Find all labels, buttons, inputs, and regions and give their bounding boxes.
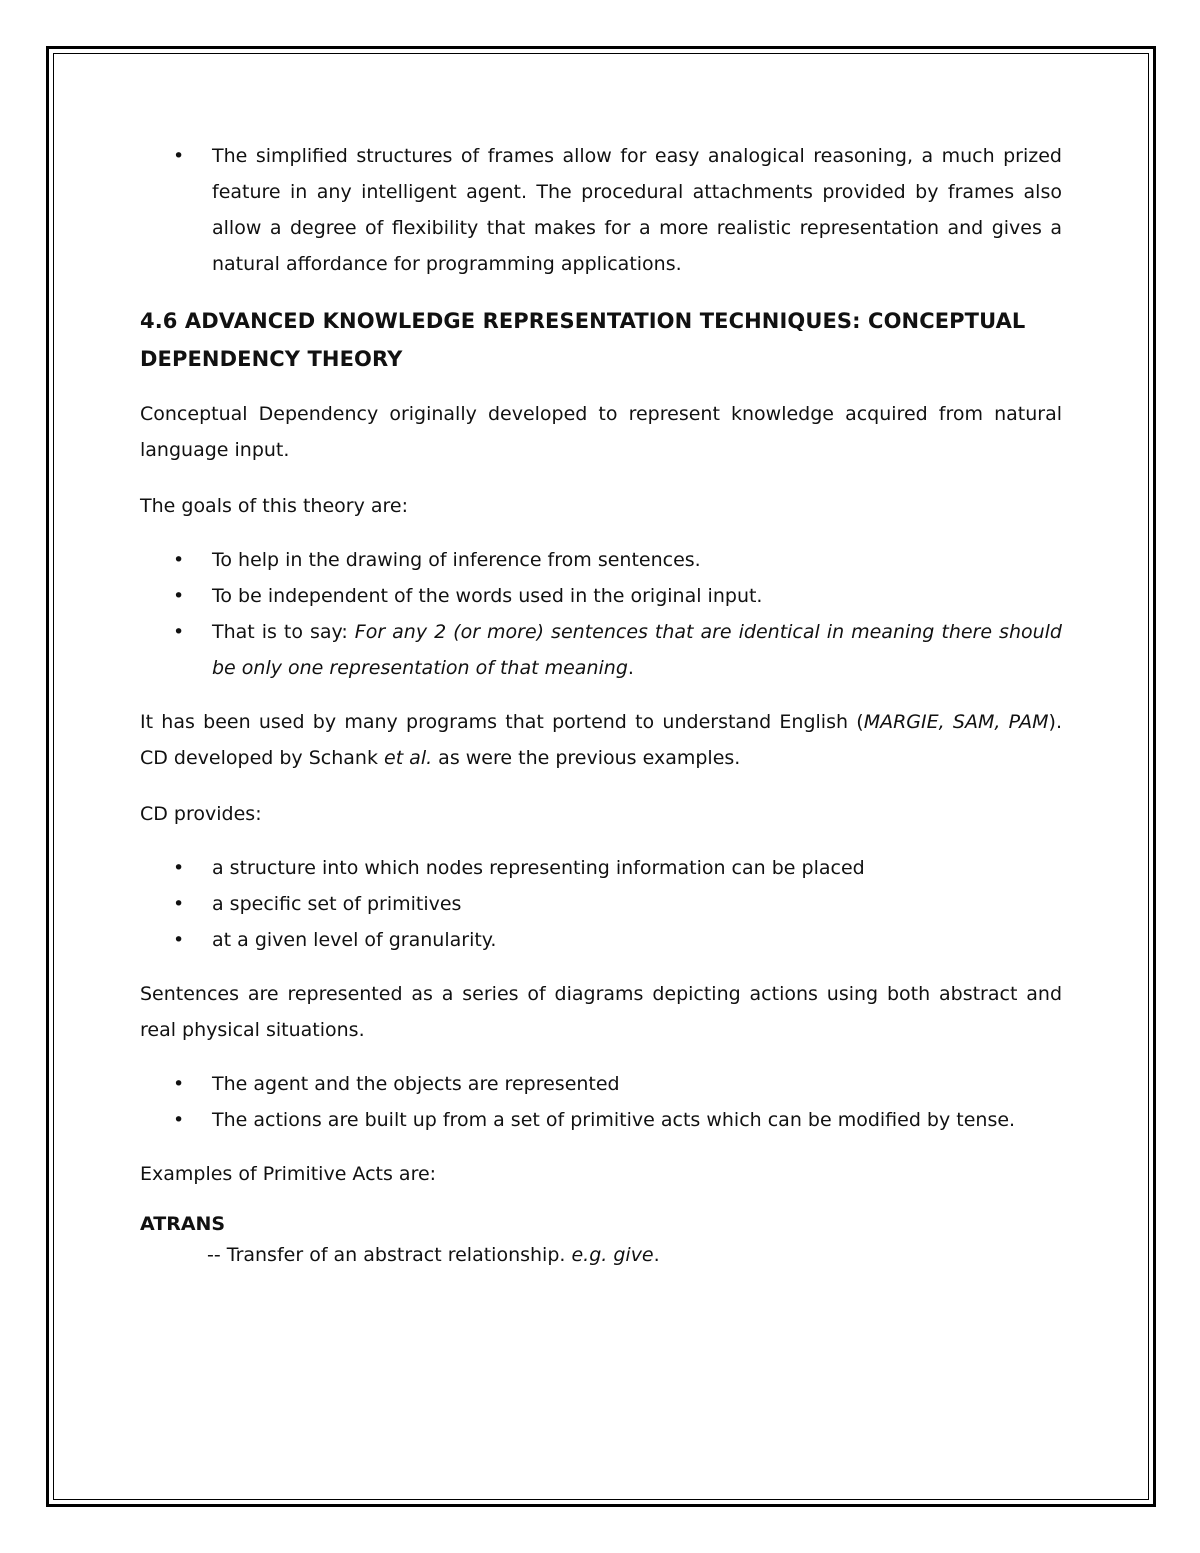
- frames-bullet-text: The simplified structures of frames allow for easy analogical reasoning, a much prized feature in any intelligent agent. The procedural attachments provided by frames also allow a degree of flexibility that makes for a more realistic representation and gives a natural affordance for programming applications.: [212, 145, 1062, 275]
- section-heading: 4.6 ADVANCED KNOWLEDGE REPRESENTATION TECHNIQUES: CONCEPTUAL DEPENDENCY THEORY: [140, 309, 1026, 371]
- et-al: et al.: [384, 747, 433, 769]
- cd-provides-text: a specific set of primitives: [212, 893, 462, 915]
- programs-text: ). CD developed by Schank: [140, 711, 1062, 769]
- goal-text-italic: For any 2 (or more) sentences that are identical in meaning there should be only one representation of that meaning: [212, 621, 1062, 679]
- sentence-point-text: The actions are built up from a set of primitive acts which can be modified by tense.: [212, 1109, 1016, 1131]
- goals-list: [140, 542, 1062, 686]
- primitive-act-description: -- Transfer of an abstract relationship.: [207, 1244, 572, 1266]
- primitive-act-definition: [140, 1238, 1062, 1272]
- sentence-point-text: The agent and the objects are represented: [212, 1073, 620, 1095]
- cd-provides-text: at a given level of granularity.: [212, 929, 497, 951]
- list-item: [140, 138, 1062, 282]
- primitive-act-name: ATRANS: [140, 1213, 226, 1235]
- sentence-points-list: [140, 1066, 1062, 1138]
- primitive-act-example: e.g. give: [571, 1244, 654, 1266]
- list-item: [140, 850, 1062, 886]
- list-item: [140, 578, 1062, 614]
- programs-names: MARGIE, SAM, PAM: [863, 711, 1049, 733]
- cd-provides-intro: CD provides:: [140, 803, 262, 825]
- page-content: [140, 138, 1062, 1272]
- list-item: [140, 886, 1062, 922]
- sentences-paragraph: Sentences are represented as a series of diagrams depicting actions using both abstract and real physical situations.: [140, 983, 1062, 1041]
- goals-intro: The goals of this theory are:: [140, 495, 409, 517]
- frames-bullet-list: [140, 138, 1062, 282]
- cd-provides-text: a structure into which nodes representing information can be placed: [212, 857, 865, 879]
- goal-text: To be independent of the words used in the original input.: [212, 585, 763, 607]
- list-item: [140, 614, 1062, 686]
- goal-text-suffix: .: [627, 657, 634, 679]
- primitive-act-end: .: [653, 1244, 660, 1266]
- goal-text: To help in the drawing of inference from sentences.: [212, 549, 701, 571]
- list-item: [140, 542, 1062, 578]
- intro-paragraph: Conceptual Dependency originally developed to represent knowledge acquired from natural language input.: [140, 403, 1062, 461]
- examples-intro: Examples of Primitive Acts are:: [140, 1163, 437, 1185]
- programs-paragraph: [140, 704, 1062, 776]
- list-item: [140, 1102, 1062, 1138]
- list-item: [140, 1066, 1062, 1102]
- list-item: [140, 922, 1062, 958]
- goal-text-prefix: That is to say:: [212, 621, 355, 643]
- programs-text: as were the previous examples.: [432, 747, 741, 769]
- programs-text: It has been used by many programs that portend to understand English (: [140, 711, 864, 733]
- cd-provides-list: [140, 850, 1062, 958]
